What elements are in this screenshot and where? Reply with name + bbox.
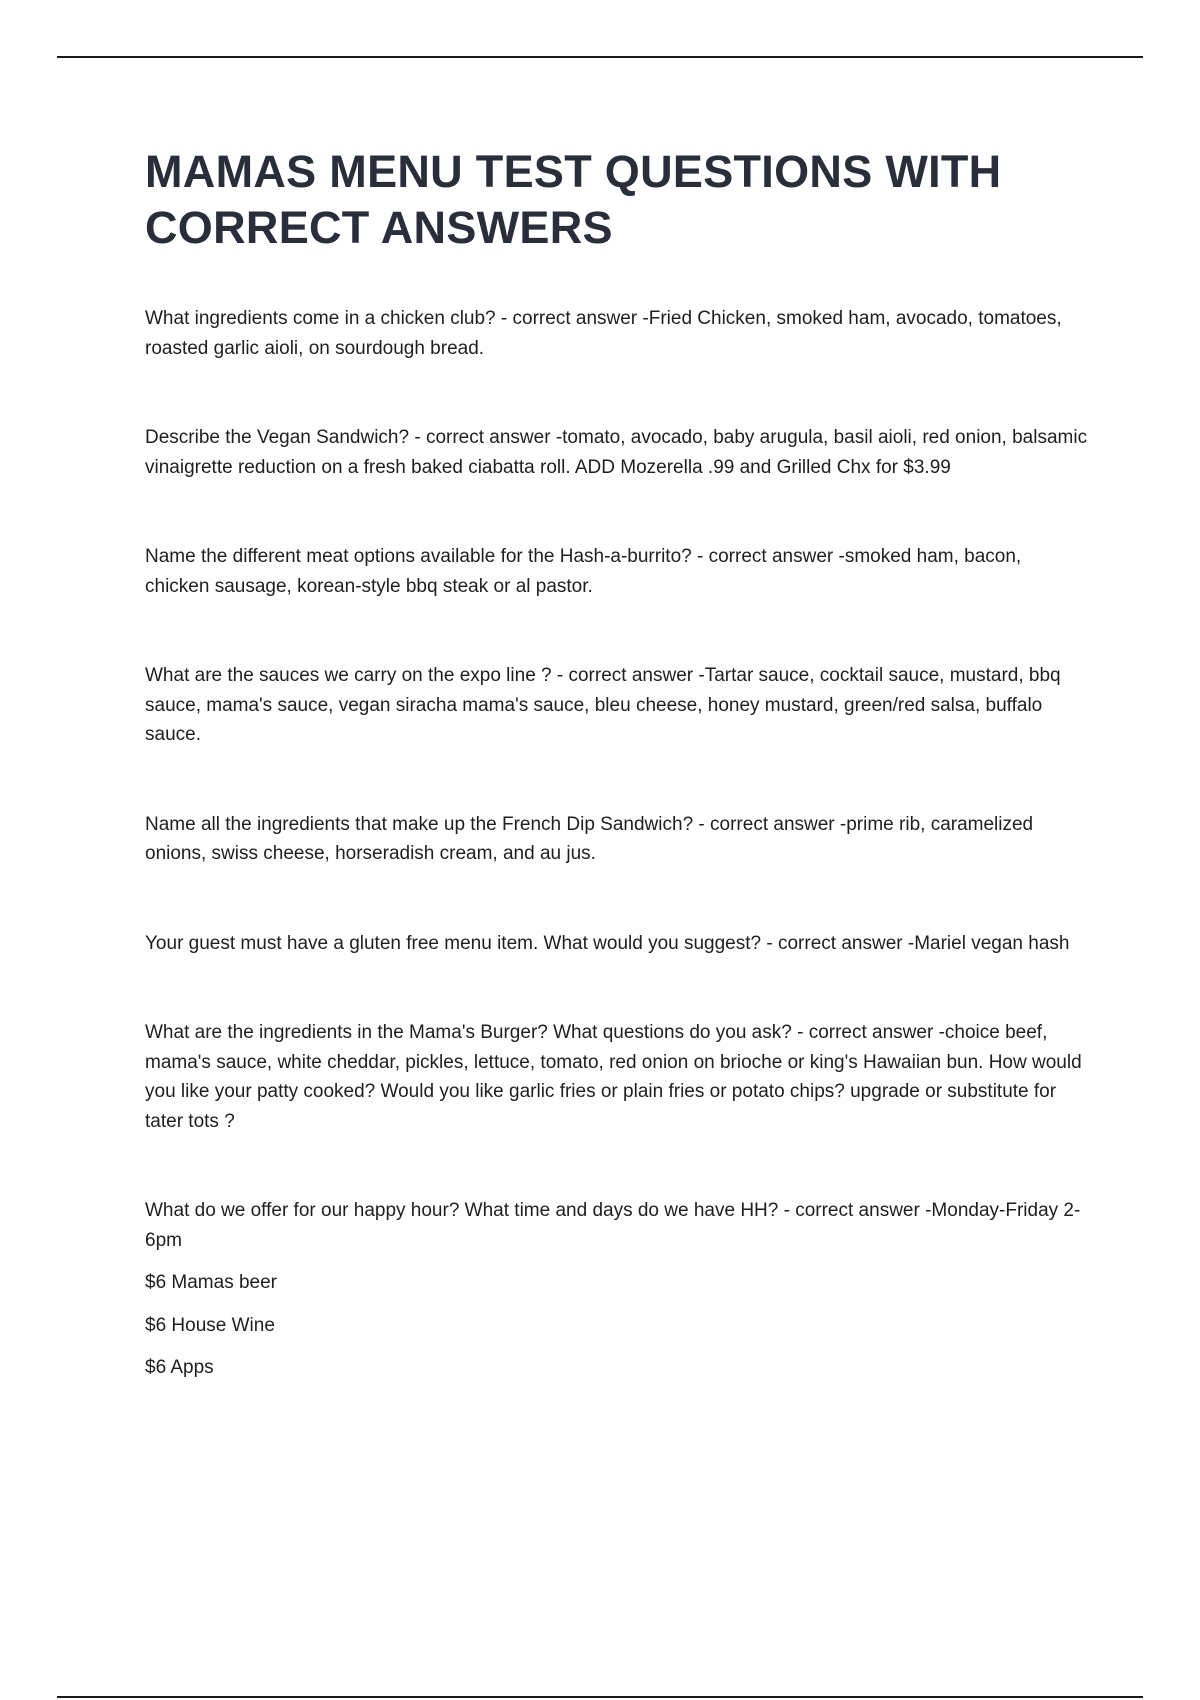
qa-item: [145, 1018, 1090, 1136]
question-text: What are the ingredients in the Mama's Burger? What questions do you ask?: [145, 1022, 792, 1043]
qa-text: [145, 929, 1090, 959]
qa-item: [145, 661, 1090, 750]
qa-text: [145, 810, 1090, 869]
top-rule: [57, 56, 1143, 58]
question-text: What ingredients come in a chicken club?: [145, 308, 496, 329]
document-title: MAMAS MENU TEST QUESTIONS WITH CORRECT ANSWERS: [145, 146, 1002, 253]
qa-text: [145, 1018, 1090, 1136]
qa-item: [145, 542, 1090, 601]
document-body: [145, 144, 1090, 1383]
question-text: Your guest must have a gluten free menu item. What would you suggest?: [145, 932, 762, 954]
answer-separator: - correct answer -: [551, 665, 705, 686]
question-text: Name all the ingredients that make up the French Dip Sandwich?: [145, 813, 694, 835]
bottom-rule: [57, 1696, 1143, 1698]
qa-text: [145, 661, 1090, 750]
qa-text: [145, 1196, 1090, 1255]
question-text: Describe the Vegan Sandwich?: [145, 427, 410, 448]
question-text: What do we offer for our happy hour? What time and days do we have HH?: [145, 1200, 779, 1221]
answer-text: tomato, avocado, baby arugula, basil aioli, red onion, balsamic vinaigrette reduction on a fresh baked ciabatta roll. ADD Mozerella .99 and Grilled Chx for $3.99: [145, 427, 1088, 478]
answer-separator: - correct answer -: [761, 932, 915, 954]
answer-text: Fried Chicken, smoked ham, avocado, tomatoes, roasted garlic aioli, on sourdough bread.: [145, 308, 1062, 359]
answer-separator: - correct answer -: [693, 813, 847, 835]
answer-separator: - correct answer -: [495, 308, 649, 329]
answer-text: Monday-Friday 2-6pm: [145, 1200, 1081, 1251]
answer-text: Mariel vegan hash: [914, 932, 1070, 954]
answer-text: Tartar sauce, cocktail sauce, mustard, bbq sauce, mama's sauce, vegan siracha mama's sauce, bleu cheese, honey mustard, green/red salsa, buffalo sauce.: [145, 665, 1061, 745]
qa-list: [145, 304, 1090, 1383]
answer-text: prime rib, caramelized onions, swiss cheese, horseradish cream, and au jus.: [145, 813, 1034, 864]
answer-text: smoked ham, bacon, chicken sausage, korean-style bbq steak or al pastor.: [145, 546, 1022, 597]
qa-item: [145, 929, 1090, 959]
qa-item: [145, 423, 1090, 482]
qa-item: [145, 810, 1090, 869]
happy-hour-beer: $6 Mamas beer: [145, 1272, 278, 1293]
happy-hour-apps: $6 Apps: [145, 1357, 214, 1378]
question-text: Name the different meat options available for the Hash-a-burrito?: [145, 546, 692, 567]
happy-hour-wine: $6 House Wine: [145, 1314, 275, 1336]
answer-separator: - correct answer -: [409, 427, 563, 448]
answer-separator: - correct answer -: [791, 1022, 945, 1043]
qa-text: [145, 304, 1090, 363]
qa-item: [145, 304, 1090, 363]
answer-text: choice beef, mama's sauce, white cheddar, pickles, lettuce, tomato, red onion on brioche or king's Hawaiian bun. How would you like your patty cooked? Would you like garlic fries or plain fries or potato chips? upgrade or substitute for tater tots ?: [145, 1022, 1082, 1132]
answer-separator: - correct answer -: [778, 1200, 932, 1221]
question-text: What are the sauces we carry on the expo line ?: [145, 665, 552, 686]
qa-text: [145, 423, 1090, 482]
qa-text: [145, 542, 1090, 601]
answer-separator: - correct answer -: [691, 546, 845, 567]
qa-item: [145, 1196, 1090, 1383]
